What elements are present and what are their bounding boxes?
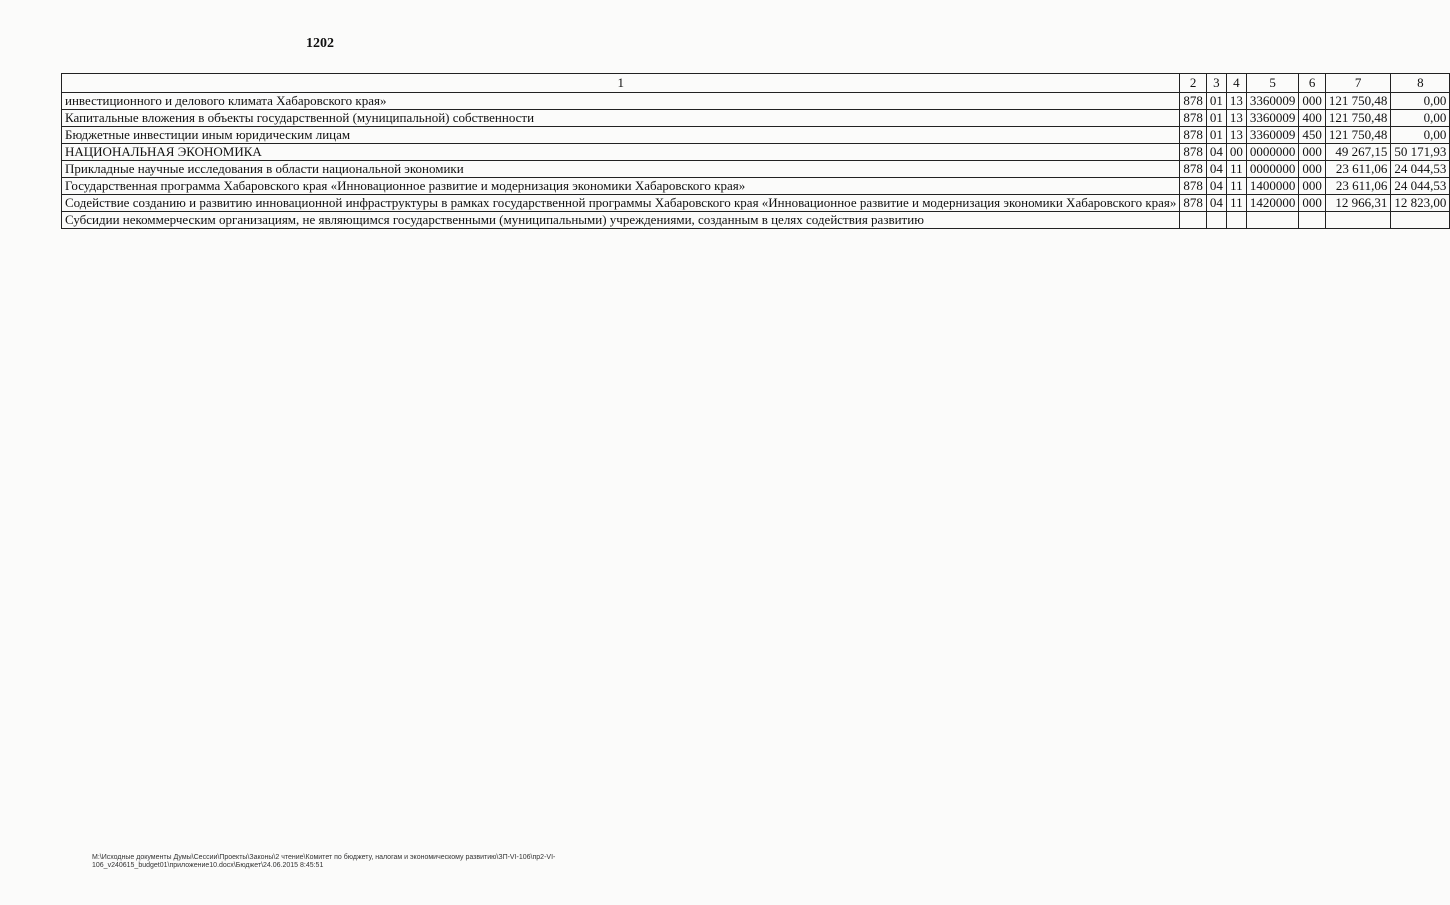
cell-subsection: 13 xyxy=(1226,110,1246,127)
cell-code: 878 xyxy=(1180,93,1207,110)
cell-target: 0000000 xyxy=(1246,144,1299,161)
cell-target: 1400000 xyxy=(1246,178,1299,195)
cell-subsection: 13 xyxy=(1226,93,1246,110)
cell-section xyxy=(1206,212,1226,229)
cell-amount-2: 0,00 xyxy=(1391,110,1450,127)
cell-type: 450 xyxy=(1299,127,1326,144)
cell-target: 3360009 xyxy=(1246,110,1299,127)
cell-code: 878 xyxy=(1180,178,1207,195)
cell-type xyxy=(1299,212,1326,229)
cell-type: 000 xyxy=(1299,144,1326,161)
cell-subsection xyxy=(1226,212,1246,229)
row-name: Содействие созданию и развитию инновационной инфраструктуры в рамках государственной программы Хабаровского края «Инновационное развитие и модернизация экономики Хабаровского края» xyxy=(62,195,1180,212)
column-header: 1 xyxy=(62,74,1180,93)
cell-amount-1: 121 750,48 xyxy=(1325,93,1391,110)
cell-target: 3360009 xyxy=(1246,93,1299,110)
page-number: 1202 xyxy=(306,36,334,51)
column-header: 7 xyxy=(1325,74,1391,93)
cell-target: 3360009 xyxy=(1246,127,1299,144)
row-name: Прикладные научные исследования в области национальной экономики xyxy=(62,161,1180,178)
cell-amount-1: 23 611,06 xyxy=(1325,178,1391,195)
cell-code: 878 xyxy=(1180,110,1207,127)
table-row xyxy=(62,110,1450,127)
cell-section: 01 xyxy=(1206,93,1226,110)
cell-section: 04 xyxy=(1206,161,1226,178)
table-row xyxy=(62,212,1450,229)
cell-type: 000 xyxy=(1299,195,1326,212)
cell-amount-1: 121 750,48 xyxy=(1325,127,1391,144)
cell-amount-2: 0,00 xyxy=(1391,93,1450,110)
cell-amount-1: 23 611,06 xyxy=(1325,161,1391,178)
cell-code: 878 xyxy=(1180,161,1207,178)
cell-section: 01 xyxy=(1206,110,1226,127)
cell-amount-1: 12 966,31 xyxy=(1325,195,1391,212)
cell-section: 04 xyxy=(1206,144,1226,161)
row-name: НАЦИОНАЛЬНАЯ ЭКОНОМИКА xyxy=(62,144,1180,161)
cell-type: 000 xyxy=(1299,161,1326,178)
cell-amount-2: 50 171,93 xyxy=(1391,144,1450,161)
cell-code xyxy=(1180,212,1207,229)
cell-code: 878 xyxy=(1180,144,1207,161)
table-row xyxy=(62,195,1450,212)
cell-section: 04 xyxy=(1206,178,1226,195)
table-row xyxy=(62,144,1450,161)
cell-amount-2: 0,00 xyxy=(1391,127,1450,144)
file-path-footer: M:\Исходные документы Думы\Сессии\Проекты\Законы\2 чтение\Комитет по бюджету, налогам и экономическому развитию\ЗП-VI-106\пр2-VI-106_v240615_budget01\приложение10.docx\Бюджет\24.06.2015 8:45:51 xyxy=(92,854,556,869)
row-name: Государственная программа Хабаровского края «Инновационное развитие и модернизация экономики Хабаровского края» xyxy=(62,178,1180,195)
column-header: 4 xyxy=(1226,74,1246,93)
cell-code: 878 xyxy=(1180,195,1207,212)
cell-section: 04 xyxy=(1206,195,1226,212)
row-name: Субсидии некоммерческим организациям, не являющимся государственными (муниципальными) учреждениями, созданным в целях содействия развитию xyxy=(62,212,1180,229)
cell-subsection: 11 xyxy=(1226,161,1246,178)
column-header: 6 xyxy=(1299,74,1326,93)
cell-subsection: 11 xyxy=(1226,178,1246,195)
cell-target: 0000000 xyxy=(1246,161,1299,178)
cell-amount-1: 121 750,48 xyxy=(1325,110,1391,127)
cell-subsection: 11 xyxy=(1226,195,1246,212)
cell-type: 000 xyxy=(1299,178,1326,195)
cell-amount-2: 12 823,00 xyxy=(1391,195,1450,212)
row-name: инвестиционного и делового климата Хабаровского края» xyxy=(62,93,1180,110)
cell-amount-1: 49 267,15 xyxy=(1325,144,1391,161)
table-row xyxy=(62,93,1450,110)
column-header: 8 xyxy=(1391,74,1450,93)
cell-target: 1420000 xyxy=(1246,195,1299,212)
table-row xyxy=(62,178,1450,195)
cell-amount-2: 24 044,53 xyxy=(1391,178,1450,195)
row-name: Капитальные вложения в объекты государственной (муниципальной) собственности xyxy=(62,110,1180,127)
column-header: 2 xyxy=(1180,74,1207,93)
cell-type: 400 xyxy=(1299,110,1326,127)
row-name: Бюджетные инвестиции иным юридическим лицам xyxy=(62,127,1180,144)
cell-code: 878 xyxy=(1180,127,1207,144)
table-row xyxy=(62,127,1450,144)
cell-amount-2 xyxy=(1391,212,1450,229)
cell-type: 000 xyxy=(1299,93,1326,110)
cell-target xyxy=(1246,212,1299,229)
cell-amount-1 xyxy=(1325,212,1391,229)
cell-amount-2: 24 044,53 xyxy=(1391,161,1450,178)
budget-table xyxy=(61,73,1450,229)
cell-subsection: 13 xyxy=(1226,127,1246,144)
cell-section: 01 xyxy=(1206,127,1226,144)
column-header: 5 xyxy=(1246,74,1299,93)
header-row xyxy=(62,74,1450,93)
cell-subsection: 00 xyxy=(1226,144,1246,161)
table-row xyxy=(62,161,1450,178)
column-header: 3 xyxy=(1206,74,1226,93)
